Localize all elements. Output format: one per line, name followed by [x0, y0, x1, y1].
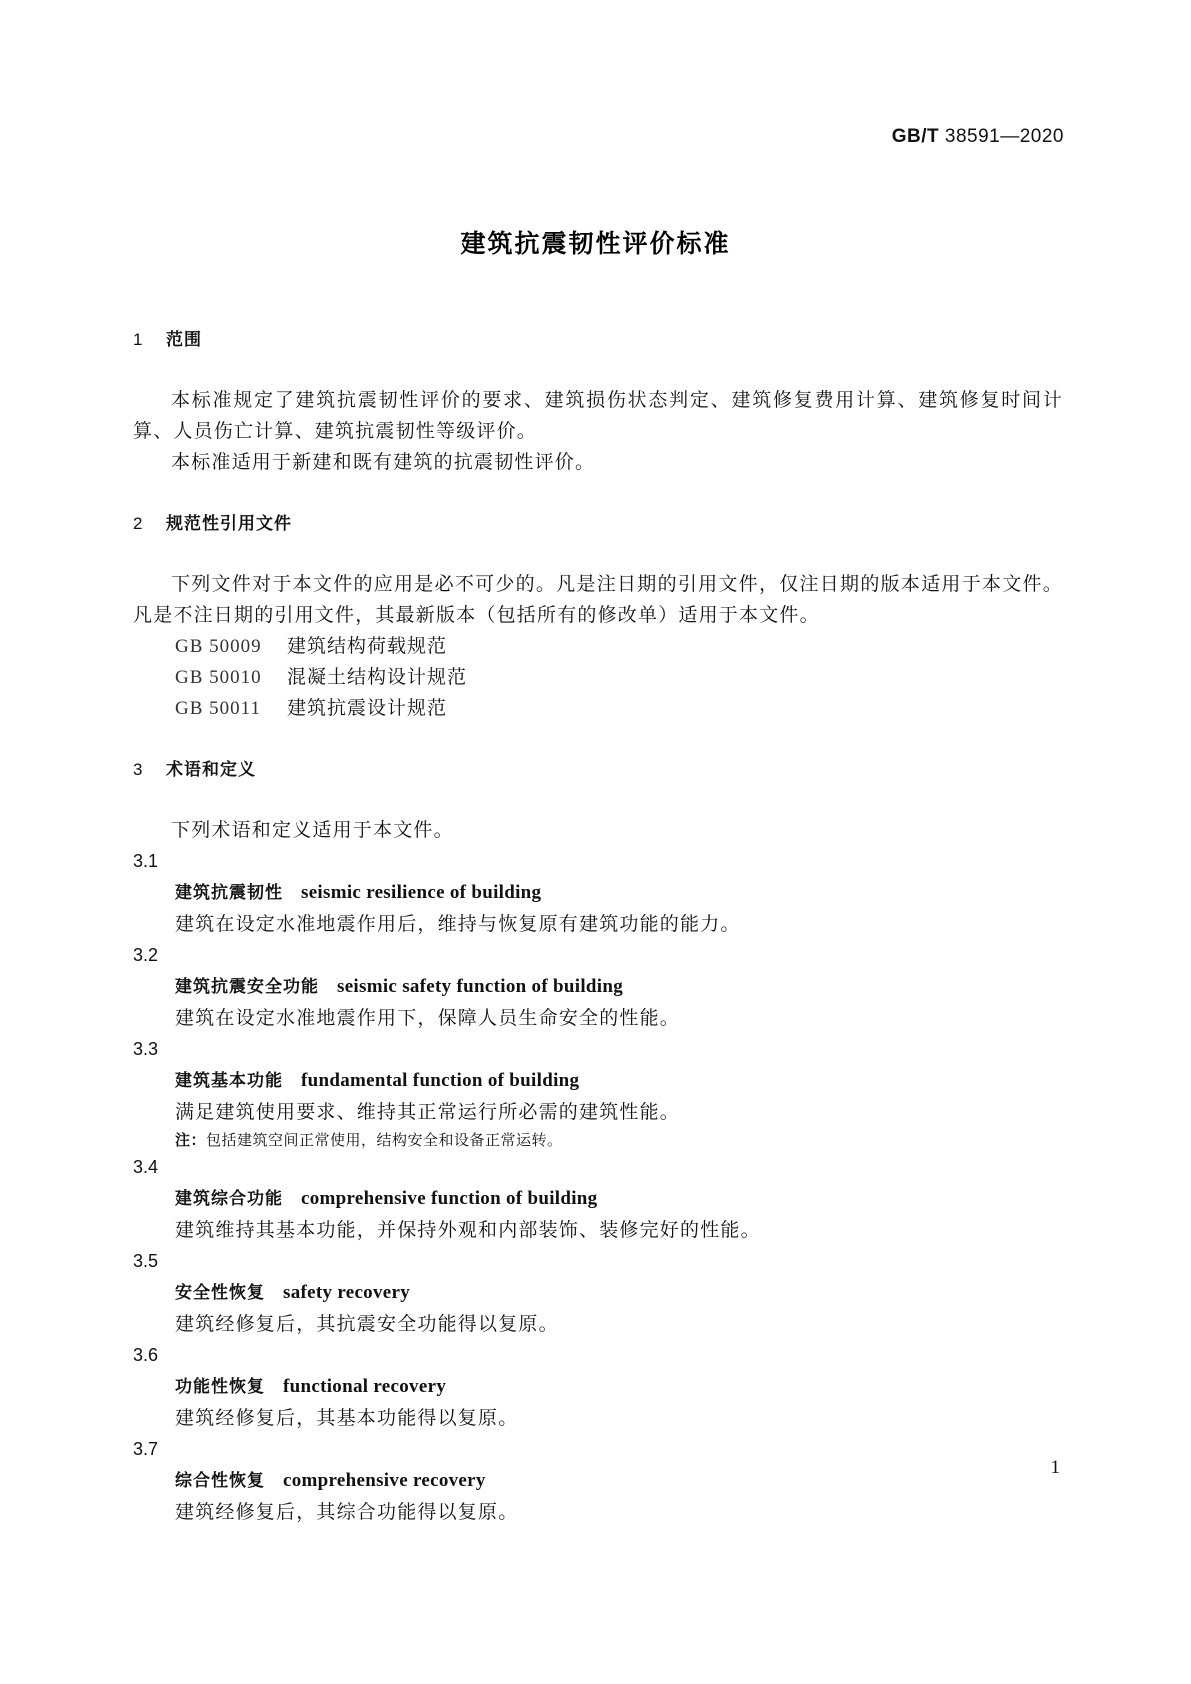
section-number: 1	[133, 330, 144, 349]
standard-number: 38591—2020	[944, 126, 1064, 147]
reference-item	[133, 693, 1063, 724]
reference-name: 建筑抗震设计规范	[287, 697, 448, 719]
standard-prefix: GB/T	[891, 126, 940, 147]
term-english: safety recovery	[283, 1282, 411, 1303]
section-number: 3	[133, 760, 144, 779]
term-english: seismic resilience of building	[301, 882, 542, 903]
term-english: functional recovery	[283, 1376, 447, 1397]
section-heading-terms	[133, 754, 1063, 785]
clause-number: 3.1	[133, 851, 159, 871]
term-definition: 建筑经修复后，其抗震安全功能得以复原。	[175, 1313, 559, 1335]
reference-item	[133, 631, 1063, 662]
term-entry	[133, 1065, 1063, 1097]
clause-number: 3.7	[133, 1439, 159, 1459]
term-chinese: 功能性恢复	[175, 1377, 265, 1397]
term-definition: 建筑在设定水准地震作用后，维持与恢复原有建筑功能的能力。	[175, 913, 741, 935]
reference-name: 混凝土结构设计规范	[287, 666, 468, 688]
clause-number: 3.2	[133, 945, 159, 965]
term-chinese: 安全性恢复	[175, 1283, 265, 1303]
clause-number: 3.6	[133, 1345, 159, 1365]
term-entry	[133, 1183, 1063, 1215]
paragraph: 下列文件对于本文件的应用是必不可少的。凡是注日期的引用文件，仅注日期的版本适用于本文件。凡是不注日期的引用文件，其最新版本（包括所有的修改单）适用于本文件。	[133, 573, 1063, 626]
document-body	[133, 324, 1063, 1528]
term-english: seismic safety function of building	[337, 976, 624, 997]
standard-code	[892, 126, 1064, 148]
term-definition: 建筑经修复后，其基本功能得以复原。	[175, 1407, 519, 1429]
term-entry	[133, 1371, 1063, 1403]
paragraph: 本标准规定了建筑抗震韧性评价的要求、建筑损伤状态判定、建筑修复费用计算、建筑修复时间计算、人员伤亡计算、建筑抗震韧性等级评价。	[133, 389, 1063, 442]
term-note	[133, 1128, 1063, 1152]
clause-number: 3.5	[133, 1251, 159, 1271]
reference-item	[133, 662, 1063, 693]
section-title: 术语和定义	[166, 760, 256, 780]
document-title: 建筑抗震韧性评价标准	[460, 229, 731, 258]
term-entry	[133, 1277, 1063, 1309]
section-heading-normative-references	[133, 508, 1063, 539]
reference-code: GB 50009	[175, 636, 262, 657]
term-definition: 建筑在设定水准地震作用下，保障人员生命安全的性能。	[175, 1007, 681, 1029]
clause-number: 3.4	[133, 1157, 159, 1177]
term-definition: 满足建筑使用要求、维持其正常运行所必需的建筑性能。	[175, 1101, 681, 1123]
section-title: 范围	[166, 330, 202, 350]
term-chinese: 建筑基本功能	[175, 1071, 283, 1091]
paragraph: 下列术语和定义适用于本文件。	[171, 819, 454, 841]
note-text: 包括建筑空间正常使用，结构安全和设备正常运转。	[206, 1131, 563, 1149]
term-english: comprehensive recovery	[283, 1470, 486, 1491]
reference-code: GB 50010	[175, 667, 262, 688]
section-heading-scope	[133, 324, 1063, 355]
term-entry	[133, 1465, 1063, 1497]
clause-number: 3.3	[133, 1039, 159, 1059]
section-title: 规范性引用文件	[166, 514, 292, 534]
term-chinese: 建筑抗震安全功能	[175, 977, 319, 997]
paragraph: 本标准适用于新建和既有建筑的抗震韧性评价。	[171, 451, 596, 473]
section-number: 2	[133, 514, 144, 533]
term-definition: 建筑经修复后，其综合功能得以复原。	[175, 1501, 519, 1523]
reference-name: 建筑结构荷载规范	[287, 635, 448, 657]
term-entry	[133, 877, 1063, 909]
term-english: comprehensive function of building	[301, 1188, 598, 1209]
term-chinese: 建筑抗震韧性	[175, 883, 283, 903]
term-english: fundamental function of building	[301, 1070, 580, 1091]
page-number: 1	[1050, 1457, 1060, 1478]
term-entry	[133, 971, 1063, 1003]
term-definition: 建筑维持其基本功能，并保持外观和内部装饰、装修完好的性能。	[175, 1219, 761, 1241]
note-label: 注：	[175, 1131, 207, 1149]
term-chinese: 综合性恢复	[175, 1471, 265, 1491]
term-chinese: 建筑综合功能	[175, 1189, 283, 1209]
reference-code: GB 50011	[175, 698, 261, 719]
